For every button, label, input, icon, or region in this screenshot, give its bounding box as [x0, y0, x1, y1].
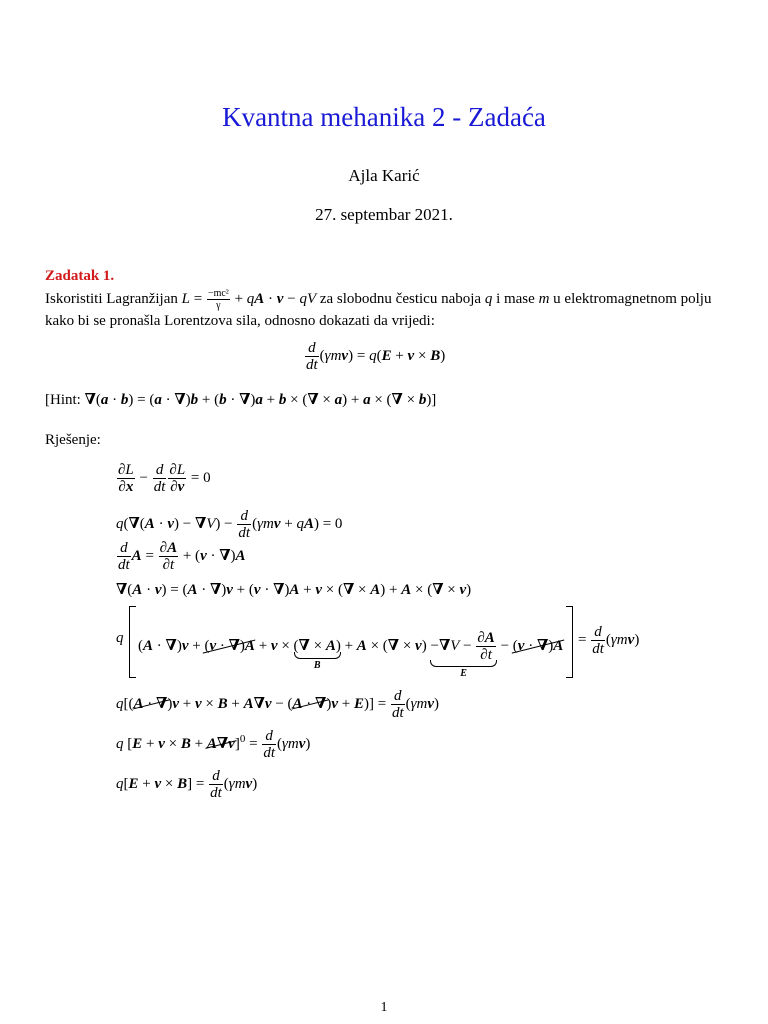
- left-bracket: [129, 606, 136, 678]
- equation-simplified: q[(A · ∇)v + v × B + A∇v − (A · ∇)v + E)] = $\frac{d}{dt}$ (γmv): [116, 688, 440, 721]
- equation-expanded: (A · ∇)v + (v · ∇)A + v × (∇ × A) B + A × (∇ × v) −∇V − $\frac{\partial A}{\partial t}$ E − (v · ∇)A: [138, 630, 564, 679]
- right-bracket: [566, 606, 573, 678]
- page-number: 1: [380, 1000, 388, 1015]
- equation-expanded-rhs: = $\frac{d}{dt}$ (γmv): [578, 624, 640, 657]
- equation-q-prefix: q: [116, 630, 124, 646]
- brace-curl-a: (∇ × A) B: [293, 637, 341, 671]
- equation-final: q[E + v × B] = $\frac{d}{dt}$ (γmv): [116, 768, 258, 801]
- problem-heading: Zadatak 1.: [45, 268, 115, 284]
- document-title: Kvantna mehanika 2 - Zadaća: [222, 102, 546, 132]
- problem-statement: Iskoristiti Lagranžijan L = $\frac{\text{−mc²}}{\gamma}$ + qA · v − qV za slobodnu česticu naboja q i mase m u elektromagnetnom polju kako bi se pronašla Lorentzova sila, odnosno dokazati da vrijedi:: [45, 288, 712, 329]
- brace-electric-field: −∇V − $\frac{\partial A}{\partial t}$ E: [430, 630, 495, 679]
- lorentz-force-equation: $\frac{d}{dt}$ (γmv) = q(E + v × B): [306, 340, 446, 373]
- equation-gradient-identity: ∇(A · v) = (A · ∇)v + (v · ∇)A + v × (∇ × A) + A × (∇ × v): [116, 582, 472, 598]
- lagrangian-fraction: $\frac{\text{−mc²}}{\gamma}$: [207, 288, 229, 311]
- hint: [Hint: ∇(a · b) = (a · ∇)b + (b · ∇)a + b × (∇ × a) + a × (∇ × b)]: [45, 392, 437, 408]
- equation-euler-lagrange: $\frac{\partial L}{\partial x}$ − $\frac{d}{dt}$ $\frac{\partial L}{\partial v}$ = 0: [118, 462, 211, 495]
- equation-step-2: q(∇(A · v) − ∇V) − $\frac{d}{dt}$ (γmv + qA) = 0: [116, 508, 343, 541]
- author-name: Ajla Karić: [348, 166, 420, 185]
- document-date: 27. septembar 2021.: [315, 205, 453, 224]
- equation-near-final: q $[E + v \times B + A\nabla v]^0$ = $\frac{d}{dt}$ (γmv): [116, 728, 311, 761]
- solution-label: Rješenje:: [45, 432, 101, 448]
- equation-total-derivative: $\frac{d}{dt}$ A = $\frac{\partial A}{\partial t}$ + (v · ∇)A: [118, 540, 246, 573]
